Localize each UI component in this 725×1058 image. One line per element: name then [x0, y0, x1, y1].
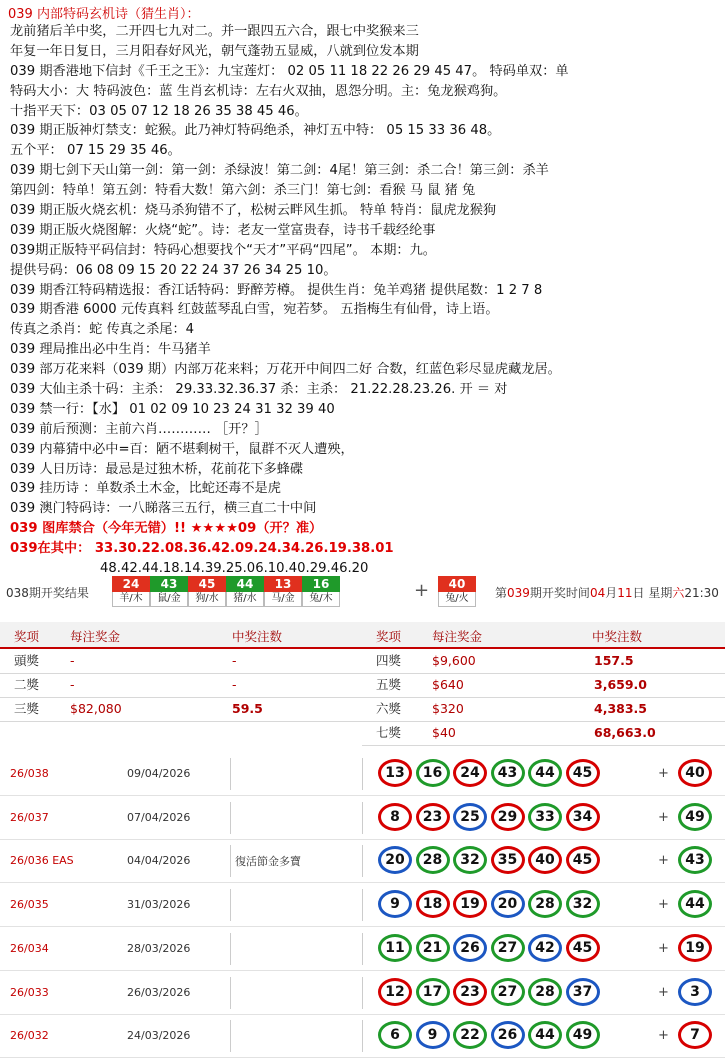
prize-amount: - — [70, 677, 75, 692]
history-ball: 26 — [453, 934, 487, 962]
prize-name: 四獎 — [376, 653, 402, 668]
draw-result-label: 038期开奖结果 — [6, 586, 89, 600]
plus-sign: + — [658, 766, 669, 781]
result-ball — [112, 576, 150, 608]
prize-name: 五獎 — [376, 677, 402, 692]
prize-amount: $640 — [432, 677, 464, 692]
history-date: 31/03/2026 — [127, 898, 191, 912]
text-line: 039 期香港 6000 元传真料 红鼓蓝琴乱白雪，宛若梦。 五指梅生有仙骨，诗上语。 — [10, 302, 499, 318]
history-date: 28/03/2026 — [127, 941, 191, 955]
history-ball: 27 — [491, 934, 525, 962]
history-ball: 32 — [453, 846, 487, 874]
history-ball: 24 — [453, 759, 487, 787]
history-date: 26/03/2026 — [127, 985, 191, 999]
plus-sign: + — [658, 853, 669, 869]
text-line: 龙前猪后羊中奖，二开四七九对二。并一跟四五六合，跟七中奖猴来三 — [10, 24, 419, 39]
prize-name: 六獎 — [376, 701, 402, 716]
history-special-ball: 40 — [678, 759, 712, 787]
prize-amount: - — [70, 653, 75, 668]
text-line: 039 期正版神灯禁支：蛇猴。此乃神灯特码绝杀，神灯五中特： 05 15 33 36 48。 — [10, 123, 501, 139]
column-divider — [362, 802, 363, 834]
prize-amount: $82,080 — [70, 701, 122, 716]
history-special-ball: 7 — [678, 1021, 712, 1049]
text-line: 039 人日历诗：最忌是过独木桥，花前花下多蜂碟 — [10, 461, 304, 477]
result-ball — [226, 576, 264, 608]
text-line: 039 期香江特码精选报：香江话特码：野醉芳樽。 提供生肖：兔羊鸡猪 提供尾数：1 2 7 8 — [10, 282, 543, 298]
history-row — [0, 883, 725, 927]
text-line: 039 前后预测：主前六肖………… ［开？］ — [10, 421, 268, 437]
history-ball: 29 — [491, 803, 525, 831]
history-ball: 32 — [566, 890, 600, 918]
prize-winners: - — [232, 653, 237, 668]
prize-row — [362, 673, 725, 698]
history-period-link[interactable]: 26/038 — [10, 767, 49, 780]
prize-winners: 4,383.5 — [594, 701, 647, 716]
prize-row — [362, 697, 725, 722]
prize-winners: 157.5 — [594, 653, 634, 668]
text-line: 提供号码：06 08 09 15 20 22 24 37 26 34 25 10。 — [10, 262, 337, 278]
result-ball-number: 24 — [112, 576, 150, 592]
text-line: 039 禁一行：【水】 01 02 09 10 23 24 31 32 39 40 — [10, 401, 335, 417]
column-divider — [230, 758, 231, 790]
prize-name: 七獎 — [376, 725, 402, 740]
plus-sign: + — [658, 897, 669, 913]
prize-row — [0, 697, 362, 722]
draw-result-bar — [0, 573, 725, 611]
prize-winners: 59.5 — [232, 701, 263, 716]
result-ball-zodiac: 羊/木 — [112, 592, 150, 607]
plus-sign: + — [658, 984, 669, 1000]
column-divider — [230, 802, 231, 834]
text-line: 039 期香港地下信封《千王之王》：九宝莲灯： 02 05 11 18 22 26 29 45 47。 特码单双：单 — [10, 63, 569, 79]
prize-table-header: 奖项 每注奖金 中奖注数 奖项 每注奖金 中奖注数 — [0, 622, 725, 649]
text-line: 039 理局推出必中生肖：牛马猪羊 — [10, 342, 211, 358]
text-line: 五个平： 07 15 29 35 46。 — [10, 143, 181, 159]
result-ball-zodiac: 鼠/金 — [150, 592, 188, 607]
result-ball-number: 13 — [264, 576, 302, 592]
history-special-ball: 43 — [678, 846, 712, 874]
history-ball: 26 — [491, 1021, 525, 1049]
history-row — [0, 971, 725, 1015]
result-ball — [188, 576, 226, 608]
history-special-ball: 49 — [678, 803, 712, 831]
result-ball-zodiac: 猪/水 — [226, 592, 264, 607]
special-ball — [438, 576, 476, 608]
history-ball: 44 — [528, 759, 562, 787]
history-date: 24/03/2026 — [127, 1029, 191, 1043]
plus-sign: + — [658, 809, 669, 825]
history-period-link[interactable]: 26/034 — [10, 941, 49, 955]
result-ball-number: 44 — [226, 576, 264, 592]
result-ball-number: 45 — [188, 576, 226, 592]
history-period-link[interactable]: 26/035 — [10, 898, 49, 912]
text-line: 039 期正版火烧图解：火烧“蛇”。诗：老友一堂富贵春，诗书千载经纶事 — [10, 222, 436, 238]
prize-winners: - — [232, 677, 237, 692]
column-divider — [362, 889, 363, 921]
history-special-ball: 19 — [678, 934, 712, 962]
result-ball-zodiac: 兔/木 — [302, 592, 340, 607]
special-ball-zodiac: 兔/火 — [438, 592, 476, 607]
column-divider — [362, 977, 363, 1009]
history-special-ball: 3 — [678, 978, 712, 1006]
prize-row — [0, 649, 362, 674]
history-ball: 33 — [528, 803, 562, 831]
text-line: 039在其中： 33.30.22.08.36.42.09.24.34.26.19.38.01 — [10, 541, 394, 557]
prize-row — [362, 649, 725, 674]
history-ball: 19 — [453, 890, 487, 918]
result-ball-zodiac: 马/金 — [264, 592, 302, 607]
history-ball: 45 — [566, 934, 600, 962]
history-ball: 35 — [491, 846, 525, 874]
text-line: 039 澳门特码诗：一八睇落三五行，横三直二十中间 — [10, 501, 317, 517]
history-ball: 12 — [378, 978, 412, 1006]
prize-row — [362, 721, 725, 746]
history-ball: 40 — [528, 846, 562, 874]
history-row — [0, 1014, 725, 1058]
history-ball: 9 — [416, 1021, 450, 1049]
text-line: 039 挂历诗 ：单数杀土木金，比蛇还毒不是虎 — [10, 481, 281, 497]
history-ball: 37 — [566, 978, 600, 1006]
prize-amount: $320 — [432, 701, 464, 716]
text-line: 039 图库禁合（今年无错）!! ★★★★09（开？准） — [10, 521, 323, 537]
history-ball: 18 — [416, 890, 450, 918]
history-special-ball: 44 — [678, 890, 712, 918]
history-ball: 6 — [378, 1021, 412, 1049]
history-period-link[interactable]: 26/033 — [10, 985, 49, 999]
text-line: 039 期正版火烧玄机：烧马杀狗错不了，松树云畔风生抓。 特单 特肖：鼠虎龙猴狗 — [10, 203, 497, 219]
prize-row — [0, 673, 362, 698]
column-divider — [230, 933, 231, 965]
history-note: 復活節金多寶 — [235, 855, 301, 869]
column-divider — [362, 933, 363, 965]
column-divider — [362, 1020, 363, 1052]
history-ball: 22 — [453, 1021, 487, 1049]
history-ball: 20 — [378, 846, 412, 874]
history-ball: 45 — [566, 846, 600, 874]
column-divider — [230, 1020, 231, 1052]
history-date: 09/04/2026 — [127, 767, 191, 780]
prize-winners: 68,663.0 — [594, 725, 656, 740]
history-date: 04/04/2026 — [127, 854, 191, 868]
prize-name: 二獎 — [14, 677, 40, 692]
history-ball: 8 — [378, 803, 412, 831]
result-ball-zodiac: 狗/水 — [188, 592, 226, 607]
history-ball: 28 — [416, 846, 450, 874]
special-ball-number: 40 — [438, 576, 476, 592]
history-period-link[interactable]: 26/036 EAS — [10, 854, 74, 868]
column-divider — [362, 845, 363, 877]
text-line: 039期正版特平码信封：特码心想要找个“天才”平码“四尾”。 本期：九。 — [10, 242, 436, 258]
history-ball: 28 — [528, 890, 562, 918]
history-ball: 44 — [528, 1021, 562, 1049]
text-line: 039 大仙主杀十码：主杀： 29.33.32.36.37 杀：主杀： 21.22.28.23.26. 开 ＝ 对 — [10, 382, 508, 398]
plus-sign: + — [658, 940, 669, 956]
text-line: 特码大小：大 特码波色：蓝 生肖玄机诗：左右火双抽，恩怨分明。主：兔龙猴鸡狗。 — [10, 83, 507, 99]
result-ball — [302, 576, 340, 608]
history-row — [0, 927, 725, 971]
history-ball: 20 — [491, 890, 525, 918]
history-row — [0, 796, 725, 840]
result-ball-number: 16 — [302, 576, 340, 592]
history-period-link[interactable]: 26/032 — [10, 1029, 49, 1043]
text-line: 第四剑：特单！第五剑：特看大数！第六剑：杀三门！第七剑：看猴 马 鼠 猪 兔 — [10, 183, 476, 199]
history-ball: 27 — [491, 978, 525, 1006]
column-divider — [230, 845, 231, 877]
history-ball: 23 — [453, 978, 487, 1006]
history-ball: 34 — [566, 803, 600, 831]
next-draw-info: 第039期开奖时间04月11日 星期六21:30 — [495, 586, 719, 600]
history-ball: 23 — [416, 803, 450, 831]
plus-sign: + — [658, 1028, 669, 1044]
text-line: 十指平天下：03 05 07 12 18 26 35 38 45 46。 — [10, 103, 308, 119]
history-row — [0, 752, 725, 796]
history-ball: 13 — [378, 759, 412, 787]
history-ball: 16 — [416, 759, 450, 787]
text-line: 039 部万花来料（039 期）内部万花来料；万花开中间四二好 合数，红蓝色彩尽显虎藏龙居。 — [10, 362, 561, 378]
history-ball: 49 — [566, 1021, 600, 1049]
prize-name: 三獎 — [14, 701, 40, 716]
history-ball: 21 — [416, 934, 450, 962]
text-line: 年复一年日复日，三月阳春好风光，朝气蓬勃五显威，八就到位发本期 — [10, 43, 419, 59]
column-divider — [230, 889, 231, 921]
text-line: 传真之杀肖：蛇 传真之杀尾：4 — [10, 322, 195, 338]
prize-amount: $40 — [432, 725, 456, 740]
history-ball: 9 — [378, 890, 412, 918]
history-ball: 25 — [453, 803, 487, 831]
result-ball — [264, 576, 302, 608]
history-ball: 17 — [416, 978, 450, 1006]
prediction-text — [10, 22, 718, 579]
result-ball-number: 43 — [150, 576, 188, 592]
text-line: 039 期七剑下天山第一剑：第一剑：杀绿波！第二剑：4尾！第三剑：杀二合！第三剑：杀羊 — [10, 163, 549, 179]
page-title: 039 内部特码玄机诗（猜生肖）： — [8, 7, 200, 22]
prize-table — [0, 622, 725, 742]
history-ball: 28 — [528, 978, 562, 1006]
prize-winners: 3,659.0 — [594, 677, 647, 692]
history-ball: 11 — [378, 934, 412, 962]
history-ball: 45 — [566, 759, 600, 787]
history-date: 07/04/2026 — [127, 810, 191, 824]
prize-amount: $9,600 — [432, 653, 476, 668]
result-ball — [150, 576, 188, 608]
column-divider — [230, 977, 231, 1009]
history-ball: 42 — [528, 934, 562, 962]
history-ball: 43 — [491, 759, 525, 787]
column-divider — [362, 758, 363, 790]
text-line: 48.42.44.18.14.39.25.06.10.40.29.46.20 — [100, 561, 369, 577]
history-row — [0, 839, 725, 883]
plus-sign: + — [414, 580, 430, 601]
history-period-link[interactable]: 26/037 — [10, 810, 49, 824]
prize-name: 頭獎 — [14, 653, 40, 668]
text-line: 039 内幕猜中必中=百：陋不堪剩树干，鼠群不灭人遭殃， — [10, 441, 354, 457]
